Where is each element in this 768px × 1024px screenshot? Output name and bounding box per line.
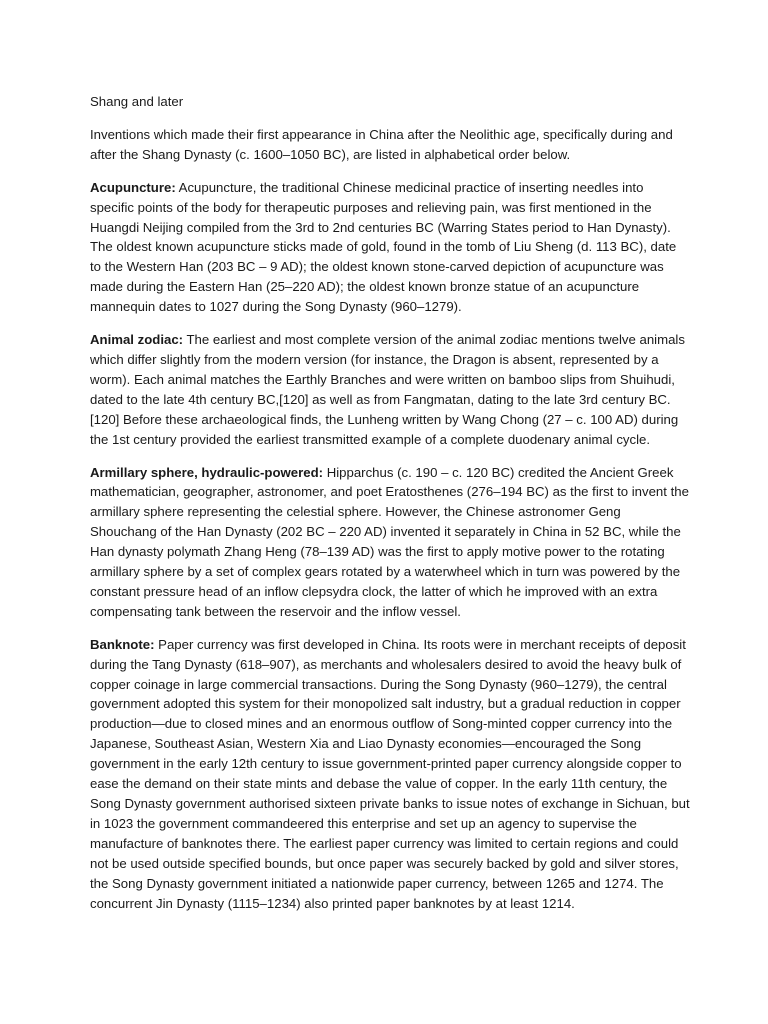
entry-text: Acupuncture, the traditional Chinese medicinal practice of inserting needles into specific points of the body for therapeutic purposes and relieving pain, was first mentioned in the Huangdi Neijing compiled from the 3rd to 2nd centuries BC (Warring States period to Han Dynasty). The oldest known acupuncture sticks made of gold, found in the tomb of Liu Sheng (d. 113 BC), date to the Western Han (203 BC – 9 AD); the oldest known stone-carved depiction of acupuncture was made during the Eastern Han (25–220 AD); the oldest known bronze statue of an acupuncture mannequin dates to 1027 during the Song Dynasty (960–1279).: [90, 179, 677, 315]
entry-text: The earliest and most complete version of the animal zodiac mentions twelve animals which differ slightly from the modern version (for instance, the Dragon is absent, represented by a worm). Each animal matches the Earthly Branches and were written on bamboo slips from Shuihudi, dated to the late 4th century BC,[120] as well as from Fangmatan, dating to the late 3rd century BC.[120] Before these archaeological finds, the Lunheng written by Wang Chong (27 – c. 100 AD) during the 1st century provided the earliest transmitted example of a complete duodenary animal cycle.: [90, 332, 685, 447]
entry-armillary-sphere: [90, 463, 690, 622]
entry-term: Acupuncture:: [90, 179, 176, 195]
entry-term: Armillary sphere, hydraulic-powered:: [90, 464, 324, 480]
document-page: [90, 92, 690, 926]
entry-animal-zodiac: [90, 330, 690, 449]
entry-banknote: [90, 635, 690, 914]
entry-term: Banknote:: [90, 636, 155, 652]
intro-paragraph: Inventions which made their first appearance in China after the Neolithic age, specifically during and after the Shang Dynasty (c. 1600–1050 BC), are listed in alphabetical order below.: [90, 126, 673, 162]
entry-acupuncture: [90, 178, 690, 317]
entry-term: Animal zodiac:: [90, 332, 184, 348]
section-heading: Shang and later: [90, 94, 184, 109]
entry-text: Paper currency was first developed in China. Its roots were in merchant receipts of deposit during the Tang Dynasty (618–907), as merchants and wholesalers desired to avoid the heavy bulk of copper coinage in large commercial transactions. During the Song Dynasty (960–1279), the central government adopted this system for their monopolized salt industry, but a gradual reduction in copper production—due to closed mines and an enormous outflow of Song-minted copper currency into the Japanese, Southeast Asian, Western Xia and Liao Dynasty economies—encouraged the Song government in the early 12th century to issue government-printed paper currency alongside copper to ease the demand on their state mints and debase the value of copper. In the early 11th century, the Song Dynasty government authorised sixteen private banks to issue notes of exchange in Sichuan, but in 1023 the government commandeered this enterprise and set up an agency to supervise the manufacture of banknotes there. The earliest paper currency was limited to certain regions and could not be used outside specified bounds, but once paper was securely backed by gold and silver stores, the Song Dynasty government initiated a nationwide paper currency, between 1265 and 1274. The concurrent Jin Dynasty (1115–1234) also printed paper banknotes by at least 1214.: [90, 636, 690, 911]
entry-text: Hipparchus (c. 190 – c. 120 BC) credited the Ancient Greek mathematician, geographer, astronomer, and poet Eratosthenes (276–194 BC) as the first to invent the armillary sphere representing the celestial sphere. However, the Chinese astronomer Geng Shouchang of the Han Dynasty (202 BC – 220 AD) invented it separately in China in 52 BC, while the Han dynasty polymath Zhang Heng (78–139 AD) was the first to apply motive power to the rotating armillary sphere by a set of complex gears rotated by a waterwheel which in turn was powered by the constant pressure head of an inflow clepsydra clock, the latter of which he improved with an extra compensating tank between the reservoir and the inflow vessel.: [90, 464, 689, 619]
